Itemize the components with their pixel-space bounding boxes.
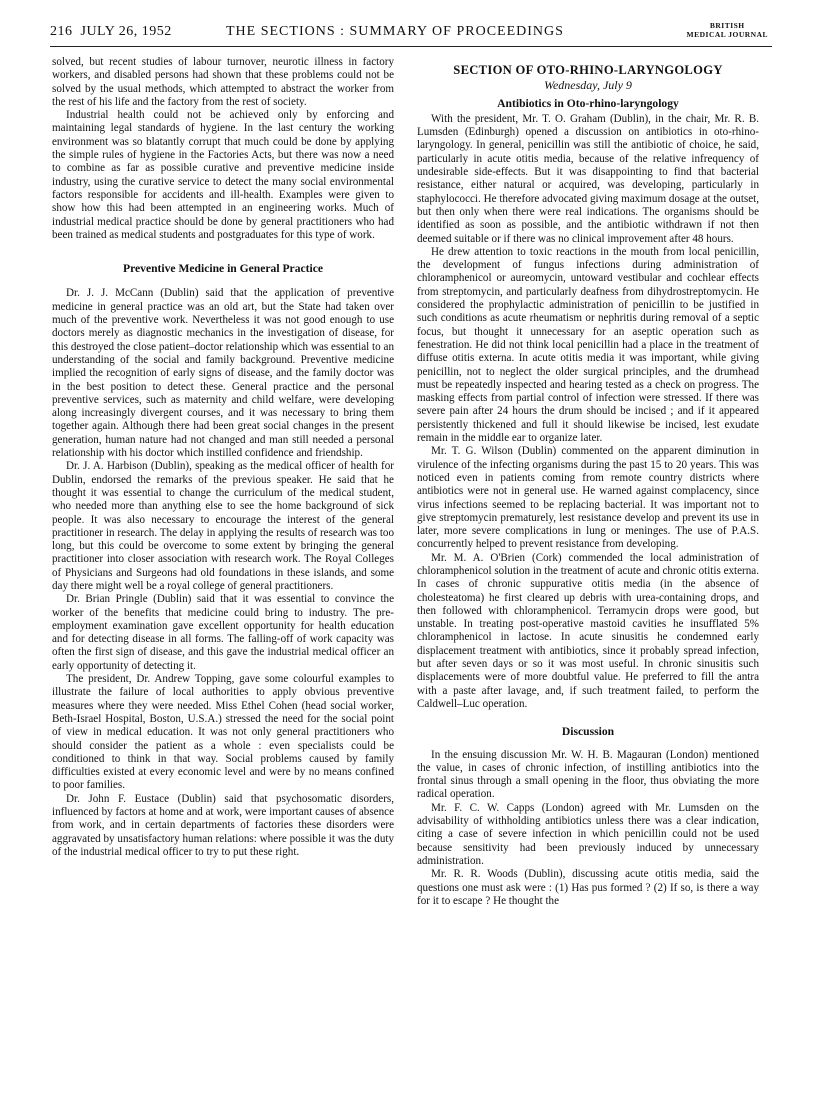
page-header [50,18,772,47]
journal-name-line2: MEDICAL JOURNAL [686,30,768,39]
left-column [52,56,394,859]
paragraph: The president, Dr. Andrew Topping, gave some colourful examples to illustrate the failure of local authorities to apply obvious preventive measures where they were needed. Miss Ethel Cohen (head social worker, Beth-Israel Hospital, Boston, U.S.A.) stressed the need for the social point of view in medical education. It was not only general practitioners who should consider the patient as a whole : even specialists could be conditioned to think in that way. Social problems caused by family difficulties existed at every economic level and were by no means confined to poor families. [52,673,394,792]
section-date: Wednesday, July 9 [544,78,632,93]
issue-date: JULY 26, 1952 [80,24,172,39]
paragraph: In the ensuing discussion Mr. W. H. B. Magauran (London) mentioned the value, in cases of chronic infection, of instilling antibiotics into the frontal sinus through a small opening in the floor, thus obviating the more radical operation. [417,748,759,801]
paragraph: With the president, Mr. T. O. Graham (Dublin), in the chair, Mr. R. B. Lumsden (Edinburgh) opened a discussion on antibiotics in oto-rhino-laryngology. In general, penicillin was still the antibiotic of choice, he said, particularly in acute otitis media, because of the relative infrequency of undesirable side-effects. But it was disappointing to find that bacterial resistance, either natural or acquired, was developing, particularly in staphylococci. He therefore advocated giving maximum dosage at the outset, but then only when there were real indications. The organisms should be identified as soon as possible, and the antibiotic withdrawn if not then deemed suitable or if there was no clinical improvement after 48 hours. [417,112,759,245]
journal-name-line1: BRITISH [709,21,745,30]
paragraph: Dr. Brian Pringle (Dublin) said that it was essential to convince the worker of the benefits that medicine could bring to industry. The pre-employment examination gave excellent opportunity for health education and for detecting disease in all forms. The falling-off of work capacity was often the first sign of disease, and this gave the industrial medical officer an early opportunity of detecting it. [52,593,394,672]
paragraph: Dr. John F. Eustace (Dublin) said that psychosomatic disorders, influenced by factors at home and at work, were important causes of absence from work, and in certain departments of factories these disorders were aggravated by unsatisfactory human relations: where possible it was the duty of the industrial medical officer to try to put these right. [52,792,394,858]
paragraph: solved, but recent studies of labour turnover, neurotic illness in factory workers, and disabled persons had shown that these problems could not be solved by the usual methods, which attempted to abstract the worker from the rest of his life and the factory from the rest of society. [52,56,394,108]
section-title: SECTION OF OTO-RHINO-LARYNGOLOGY [453,63,723,77]
running-title: THE SECTIONS : SUMMARY OF PROCEEDINGS [226,24,564,39]
paragraph: Dr. J. A. Harbison (Dublin), speaking as the medical officer of health for Dublin, endorsed the remarks of the previous speaker. He said that he thought it was essential to change the curriculum of the medical student, who needed more than anything else to see the home background of sick people. It was also necessary to encourage the interest of the general practitioner in research. The delay in applying the results of research was too long, but this could be overcome to some extent by bringing the general practitioner into closer association with research work. The Royal Colleges of Physicians and Surgeons had old foundations in these islands, and some day there might well be a royal college of general practitioners. [52,460,394,592]
paragraph: Mr. R. R. Woods (Dublin), discussing acute otitis media, said the questions one must ask were : (1) Has pus formed ? (2) If so, is there a way for it to escape ? He thought the [417,868,759,907]
discussion-heading: Discussion [561,725,615,739]
right-column [417,56,759,908]
paragraph: Industrial health could not be achieved only by enforcing and maintaining legal standards of hygiene. In the last century the working environment was so blatantly corrupt that much could be done by applying the simple rules of hygiene in the Factories Acts, but there was now a need to combine as far as possible curative and preventive medicine inside industry, using the curative service to detect the many social environmental factors responsible for accidents and ill-health. Examples were given to show how this had been attempted in an engineering works. Much of industrial medical practice should be done by general practitioners who had been trained as medical students and postgraduates for this type of work. [52,109,394,241]
paragraph: Mr. F. C. W. Capps (London) agreed with Mr. Lumsden on the advisability of withholding antibiotics unless there was a clear indication, citing a case of severe infection in which penicillin could not be used because sensitivity had been previously induced by unnecessary administration. [417,801,759,867]
page-number-and-date [50,24,172,40]
paragraph: Mr. M. A. O'Brien (Cork) commended the local administration of chloramphenicol solution in the treatment of acute and chronic otitis externa. In cases of chronic suppurative otitis media (in the absence of cholesteatoma) he first cleared up debris with urea-containing drops, and then followed with chloramphenicol. Terramycin drops were good, but unstable. In treating post-operative mastoid cavities he insufflated 5% chloramphenicol in lactose. In acute sinusitis he condemned early displacement treatment with antibiotics, since it probably spread infection, but after seven days or so it was most useful. In chronic sinusitis such displacements were of more doubtful value. He preferred to fill the antra with a paste after lavage, and, if such treatment failed, to perform the Caldwell–Luc operation. [417,551,759,710]
page-number: 216 [50,24,73,39]
paragraph: He drew attention to toxic reactions in the mouth from local penicillin, the development of fungus infections during administration of chloramphenicol or aureomycin, untoward vestibular and cochlear effects from streptomycin, and particularly deafness from dihydrostreptomycin. He considered the prophylactic administration of penicillin to be justified in such conditions as acute rheumatism or nephritis during removal of a septic focus, but thought it unnecessary for an aseptic operation such as fenestration. He did not think local penicillin had a place in the treatment of diffuse otitis externa. In acute otitis media it was important, while giving penicillin, not to neglect the older surgical principles, and the drumhead must be repeatedly inspected and hearing tested as a check on progress. The masking effects from partial control of infection were stressed. If there was severe pain after 24 hours the drum should be incised ; and if it appeared persistently thickened and full it should likewise be incised, lest exudate remain in the middle ear to organize later. [417,245,759,445]
section-heading: Preventive Medicine in General Practice [122,262,324,276]
paragraph: Mr. T. G. Wilson (Dublin) commented on the apparent diminution in virulence of the infecting organisms during the past 15 to 20 years. This was noticed even in patients coming from remote country districts where antibiotics were not in general use. He warned against complacency, since virus infections seemed to be replacing bacterial. It was important not to give streptomycin prematurely, lest resistance develop and prevent its use in later, more severe complications in lung or meninges. The use of P.A.S. concurrently helped to prevent resistance from developing. [417,445,759,551]
paragraph: Dr. J. J. McCann (Dublin) said that the application of preventive medicine in general practice was an old art, but the State had taken over much of the preventive work. Nevertheless it was not good enough to use doctors merely as diagnostic mechanics in the investigation of disease, for this destroyed the close patient–doctor relationship which was essential to an understanding of the social and family background. Preventive medicine implied the recognition of early signs of disease, and the family doctor was in the best position to detect these. General practice and the personal preventive services, such as maternity and child welfare, were developing along increasingly divergent courses, and it was necessary to bring them together again. Although there had been great social changes in the present generation, human nature had not changed and man still needed a personal relationship with his doctor which instilled confidence and friendship. [52,287,394,460]
section-subheading: Antibiotics in Oto-rhino-laryngology [497,96,679,110]
journal-name [687,21,768,39]
